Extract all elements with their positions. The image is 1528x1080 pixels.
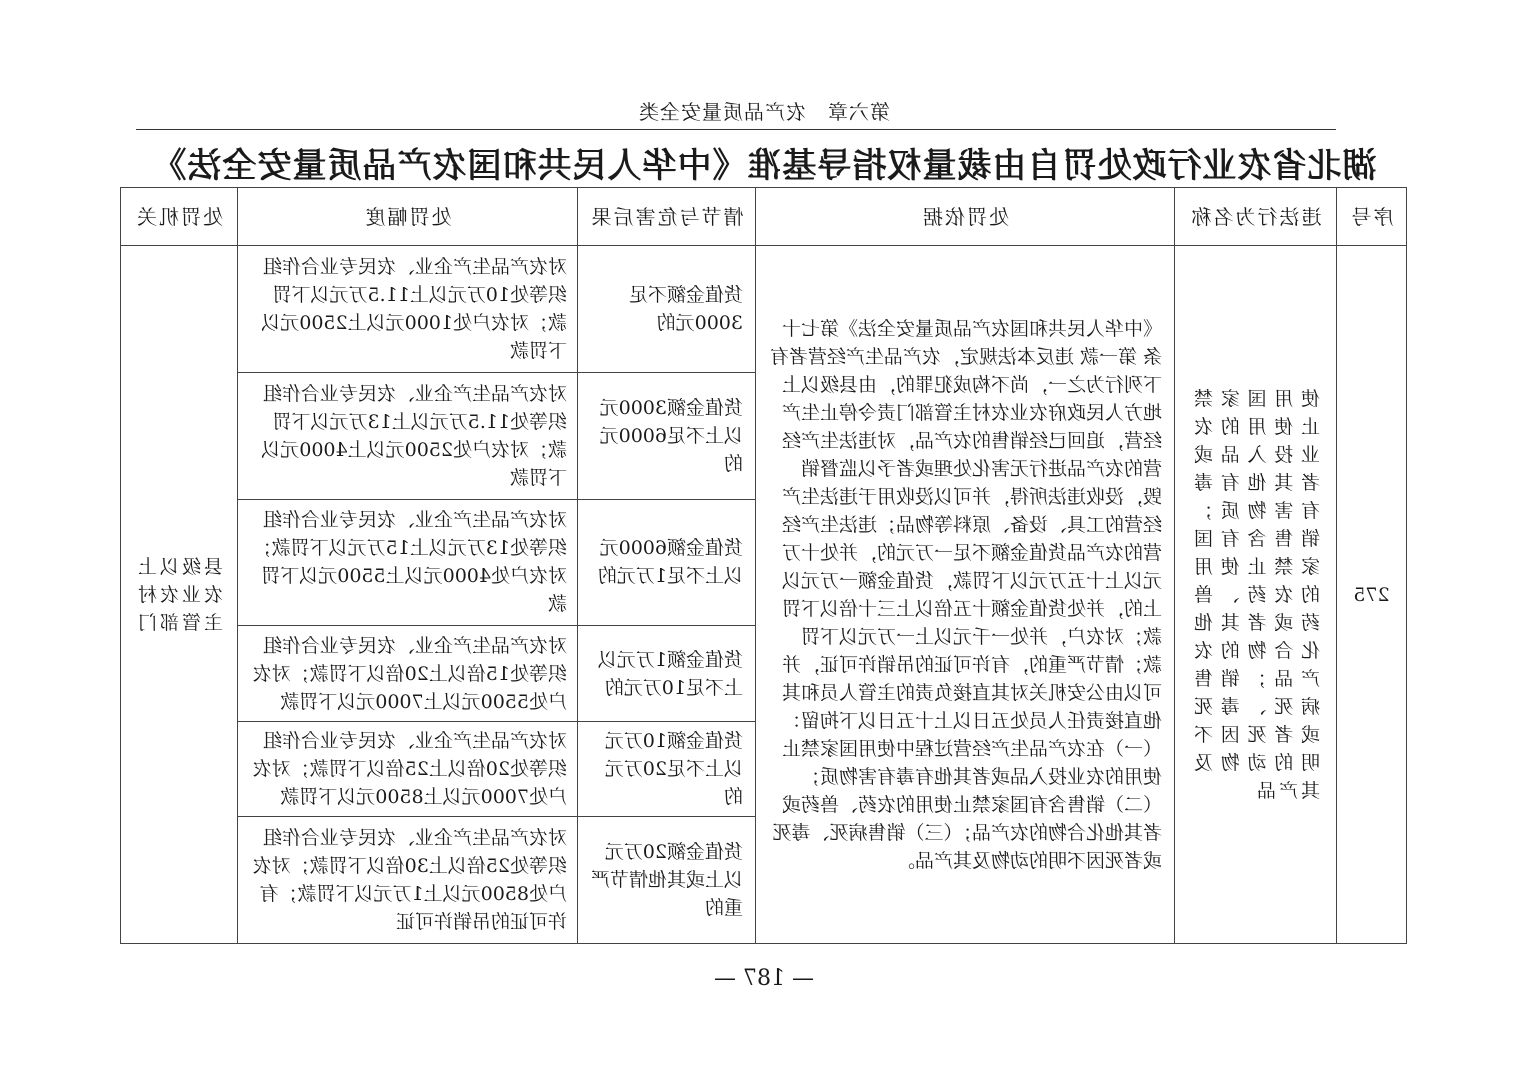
column-header-violation: 违法行为名称	[1175, 188, 1337, 246]
authority-cell: 县级以上农业农村主管部门	[121, 246, 238, 944]
column-header-consequence: 情节与危害后果	[578, 188, 756, 246]
range-cell: 对农产品生产企业、农民专业合作组织等处10万元以上11.5万元以下罚款；对农户处1000元以上2500元以下罚款	[238, 246, 578, 373]
table-header-row	[121, 188, 1407, 246]
seq-cell: 275	[1337, 246, 1407, 944]
column-header-basis: 处罚依据	[756, 188, 1175, 246]
page-number: — 187 —	[714, 966, 814, 991]
range-cell: 对农产品生产企业、农民专业合作组织等处25倍以上30倍以下罚款；对农户处8500元以上1万元以下罚款；有许可证的吊销许可证	[238, 817, 578, 944]
running-header: 第六章 农产品质量安全类	[638, 100, 890, 124]
consequence-cell: 货值金额3000元以上不足6000元的	[578, 372, 756, 499]
table-row	[121, 246, 1407, 373]
penalty-table	[120, 187, 1407, 944]
basis-cell: 《中华人民共和国农产品质量安全法》第七十条 第一款 违反本法规定，农产品生产经营者有下列行为之一，尚不构成犯罪的，由县级以上地方人民政府农业农村主管部门责令停止生产经营，追回已经销售的农产品，对违法生产经营的农产品进行无害化处理或者予以监督销毁，没收违法所得，并可以没收用于违法生产经营的工具、设备、原料等物品；违法生产经营的农产品货值金额不足一万元的，并处十万元以上十五万元以下罚款，货值金额一万元以上的，并处货值金额十五倍以上三十倍以下罚款；对农户，并处一千元以上一万元以下罚款；情节严重的，有许可证的吊销许可证，并可以由公安机关对其直接负责的主管人员和其他直接责任人员处五日以上十五日以下拘留：（一）在农产品生产经营过程中使用国家禁止使用的农业投入品或者其他有毒有害物质；（二）销售含有国家禁止使用的农药、兽药或者其他化合物的农产品；（三）销售病死、毒死或者死因不明的动物及其产品。	[756, 246, 1175, 944]
range-cell: 对农产品生产企业、农民专业合作组织等处11.5万元以上13万元以下罚款；对农户处2500元以上4000元以下罚款	[238, 372, 578, 499]
column-header-range: 处罚幅度	[238, 188, 578, 246]
column-header-authority: 处罚机关	[121, 188, 238, 246]
range-cell: 对农产品生产企业、农民专业合作组织等处13万元以上15万元以下罚款；对农户处4000元以上5500元以下罚款	[238, 499, 578, 626]
document-title: 湖北省农业行政处罚自由裁量权指导基准《中华人民共和国农产品质量安全法》	[151, 146, 1377, 186]
consequence-cell: 货值金额1万元以上不足10万元的	[578, 626, 756, 721]
consequence-cell: 货值金额10万元以上不足20万元的	[578, 721, 756, 816]
column-header-seq: 序号	[1337, 188, 1407, 246]
consequence-cell: 货值金额20万元以上或其他情节严重的	[578, 817, 756, 944]
consequence-cell: 货值金额6000元以上不足1万元的	[578, 499, 756, 626]
header-rule	[136, 129, 1336, 130]
range-cell: 对农产品生产企业、农民专业合作组织等处20倍以上25倍以下罚款；对农户处7000元以上8500元以下罚款	[238, 721, 578, 816]
consequence-cell: 货值金额不足3000元的	[578, 246, 756, 373]
violation-cell: 使用国家禁止使用的农业投入品或者其他有毒有害物质；销售含有国家禁止使用的农药、兽药或者其他化合物的农产品；销售病死、毒死或者死因不明的动物及其产品	[1175, 246, 1337, 944]
range-cell: 对农产品生产企业、农民专业合作组织等处15倍以上20倍以下罚款；对农户处5500元以上7000元以下罚款	[238, 626, 578, 721]
